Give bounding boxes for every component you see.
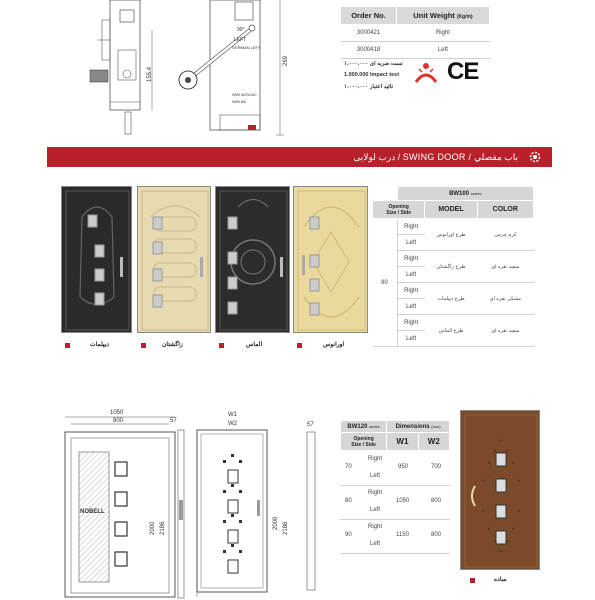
lock-label-german: GERMAN LEFT (232, 45, 261, 50)
table-row: Right طرح الماس سفید نقره ای (373, 315, 534, 331)
dim-w2: W2 (228, 421, 237, 427)
door-zagshtan (137, 186, 211, 333)
warranty-fa: ۱،۰۰۰،۰۰۰ تائید اعتبار (344, 84, 394, 90)
impact-test-en: 1.000.000 Impact test (344, 72, 400, 78)
door-marker (470, 578, 475, 583)
bw120-w2-header: W2 (418, 433, 449, 451)
door-front-drawing (55, 412, 185, 592)
dim-1050: 1050 (110, 410, 124, 416)
bw100-opening-header: Opening Size / Side (373, 201, 425, 219)
dim-2186: 2186 (160, 521, 166, 535)
dim-57b: 57 (307, 422, 314, 428)
dim-2186b: 2186 (283, 521, 289, 535)
order-table (340, 6, 490, 59)
lock-label-volt: WIN 300V/AC (232, 92, 257, 97)
door-plain (460, 410, 540, 570)
table-row: 70 Right Left 950 700 (340, 452, 450, 486)
door-label-almas: الماس (246, 342, 263, 348)
ce-mark: CE (447, 58, 479, 85)
door-marker (65, 343, 70, 348)
gear-icon (528, 150, 542, 164)
door-label-diplomat: دیپلمات (90, 342, 110, 348)
bw120-dimensions-header: Dimensions (mm) (387, 421, 450, 433)
door-marker (141, 343, 146, 348)
dim-155: 155.4 (147, 66, 153, 82)
door-label-plain: ساده (494, 577, 507, 583)
dim-w1: W1 (228, 412, 237, 418)
table-row: 3000418 Left (341, 42, 490, 59)
bw100-size: 80 (373, 219, 398, 347)
lock-mechanism-drawing (80, 0, 310, 145)
dim-57: 57 (170, 418, 177, 424)
table-row: 3000421 Right (341, 25, 490, 42)
dim-2000: 2000 (150, 521, 156, 535)
bw100-model-header: MODEL (425, 201, 477, 219)
dim-800: 800 (113, 418, 124, 424)
bw120-opening-header: Opening Size / Side (341, 433, 387, 451)
lock-label-left: LEFT (234, 37, 247, 43)
door-side-profile-2 (305, 432, 317, 592)
bw120-rows (340, 452, 450, 554)
table-row: 80 Right Left 1050 800 (340, 486, 450, 520)
dim-2000b: 2000 (273, 516, 279, 530)
order-no-header: Order No. (341, 7, 397, 25)
bw120-w1-header: W1 (387, 433, 418, 451)
door-back-drawing (195, 420, 270, 595)
section-title: درب لولایی / SWING DOOR / باب مفصلي (353, 152, 518, 162)
unit-weight-header: Unit Weight (Kg/m) (396, 7, 489, 25)
door-label-uranus: اورانوس (323, 342, 345, 348)
lock-label-angle: 90° (237, 27, 245, 33)
door-uranus (293, 186, 368, 333)
bw100-color-header: COLOR (477, 201, 533, 219)
door-marker (297, 343, 302, 348)
impact-icon (413, 60, 439, 86)
lock-label-amp: WIN 8A (232, 99, 246, 104)
table-row: 80 Right طرح اورانوس کرم چرمی (373, 219, 534, 235)
door-diplomat (61, 186, 132, 333)
table-row: 90 Right Left 1150 800 (340, 520, 450, 554)
door-almas (215, 186, 290, 333)
door-side-profile (176, 430, 186, 600)
table-row: Right طرح زاگشتان سفید نقره ای (373, 251, 534, 267)
table-row: Right طرح دیپلمات مشکی نقره ای (373, 283, 534, 299)
door-marker (219, 343, 224, 348)
bw100-table: BW100 series Opening Size / Side MODEL COLOR 80 Right طرح اورانوس کرم چرمی Left Right طرح زاگشتان سفید نقره ای Left Right طرح دیپلمات مشکی نقره ای Left Right طرح الماس سفید نقره ای Left (372, 186, 534, 347)
bw120-series-header: BW120 series (341, 421, 387, 433)
brand-label: NOBELL (80, 509, 105, 515)
impact-test-fa: ۱،۰۰۰،۰۰۰ تست ضربه ای (344, 61, 403, 67)
door-label-zagshtan: زاگشتان (162, 342, 183, 348)
section-header-bar (47, 147, 552, 167)
bw120-table (340, 420, 450, 451)
bw100-series-header: BW100 series (397, 187, 534, 201)
dim-269: 269 (283, 55, 289, 66)
